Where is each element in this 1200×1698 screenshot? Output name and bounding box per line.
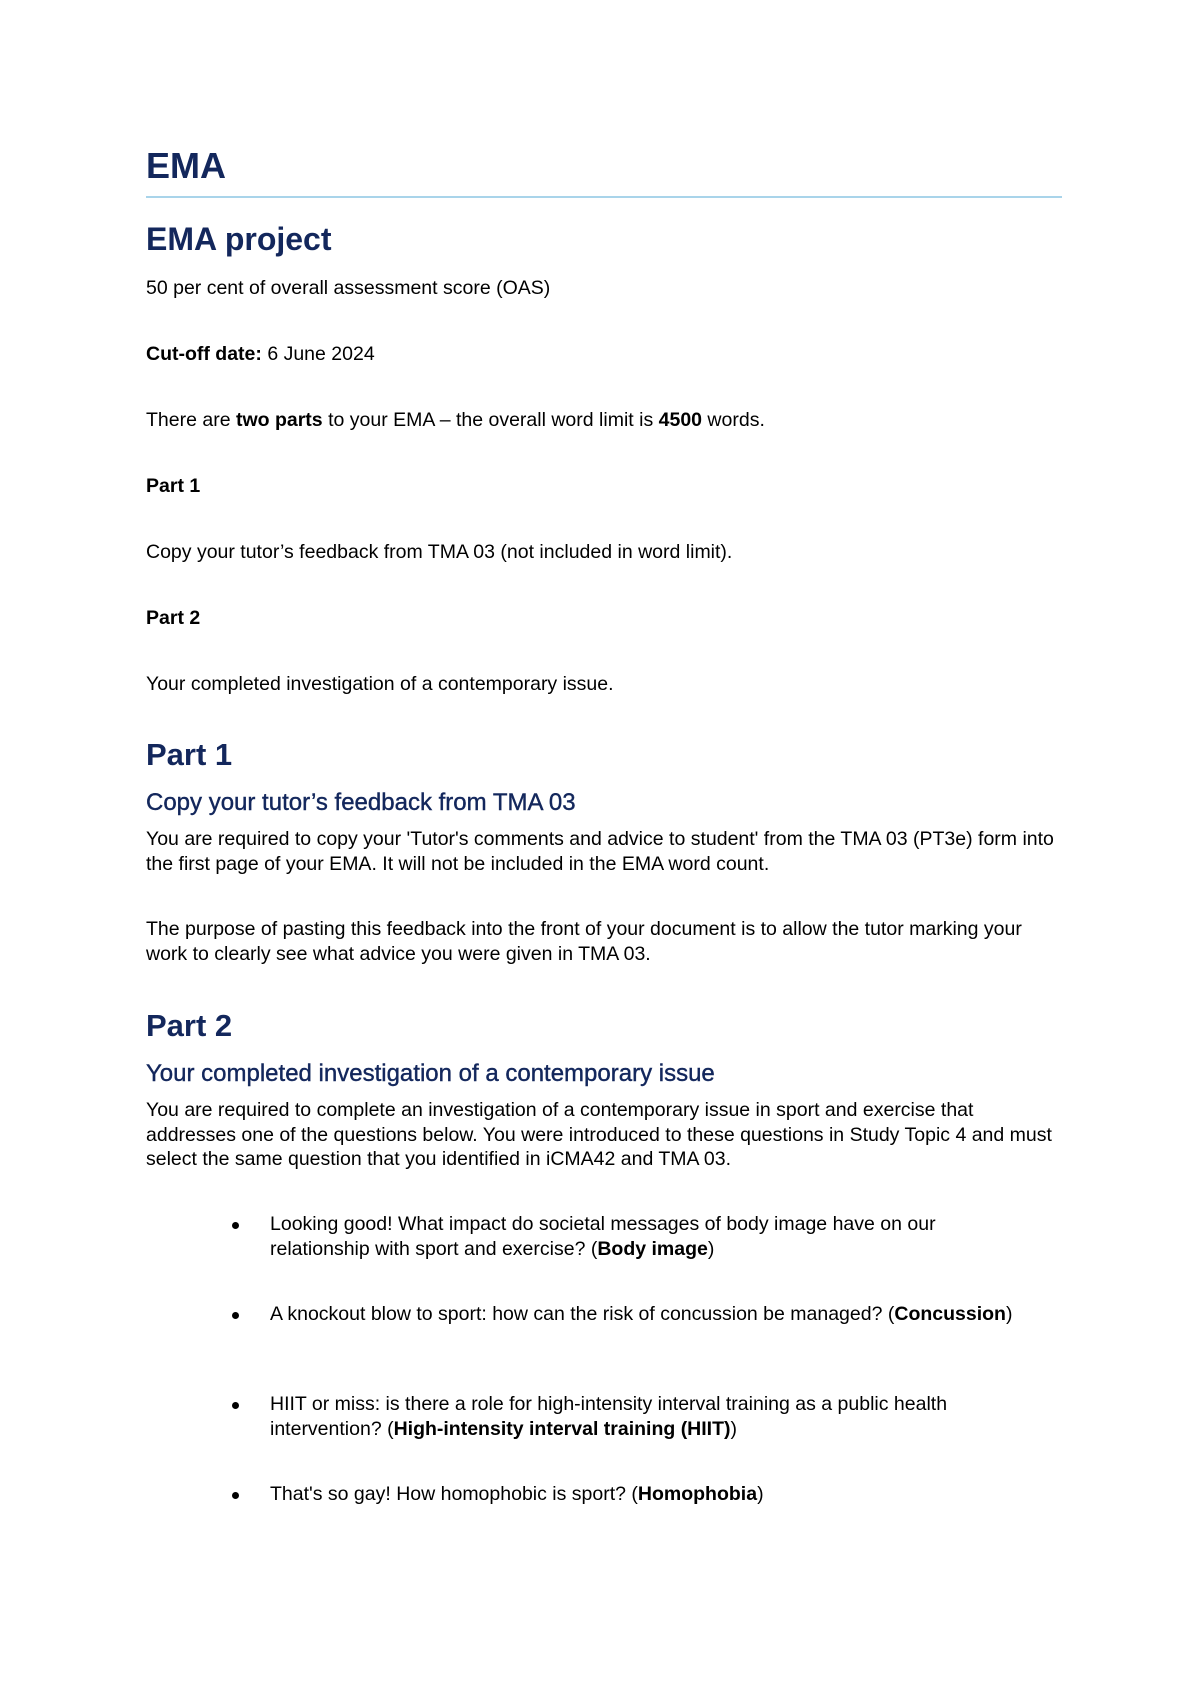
word-limit-value: 4500	[658, 409, 703, 431]
word-limit-line	[146, 408, 1062, 433]
part1-paragraph-1: You are required to copy your 'Tutor's comments and advice to student' from the TMA 03 (PT3e) form into the first page of your EMA. It will not be included in the EMA word count.	[146, 828, 1054, 875]
part2-subheading: Your completed investigation of a contemporary issue	[146, 1060, 715, 1087]
question-text	[270, 1482, 1030, 1507]
cutoff-line	[146, 342, 1062, 367]
question-body: HIIT or miss: is there a role for high-intensity interval training as a public health intervention? (	[270, 1393, 948, 1440]
bullet-icon	[232, 1402, 239, 1409]
part1-paragraph-2: The purpose of pasting this feedback into the front of your document is to allow the tutor marking your work to clearly see what advice you were given in TMA 03.	[146, 918, 1022, 965]
bullet-icon	[232, 1222, 239, 1229]
question-text	[270, 1392, 1030, 1441]
part1-description: Copy your tutor’s feedback from TMA 03 (not included in word limit).	[146, 541, 733, 563]
part1-label	[146, 474, 1062, 499]
part2-heading: Part 2	[146, 1008, 233, 1043]
cutoff-date: 6 June 2024	[267, 343, 375, 365]
question-text	[270, 1212, 1030, 1261]
question-close: )	[707, 1237, 715, 1260]
part2-label	[146, 606, 1062, 631]
question-topic: Homophobia	[637, 1483, 758, 1505]
part2-label-text: Part 2	[146, 607, 201, 629]
word-limit-post: words.	[702, 409, 765, 431]
question-body: A knockout blow to sport: how can the risk of concussion be managed? (	[270, 1303, 895, 1325]
question-topic: Concussion	[894, 1303, 1006, 1325]
question-text	[270, 1302, 1030, 1327]
title-divider	[146, 196, 1062, 198]
part1-label-text: Part 1	[146, 475, 201, 497]
bullet-icon	[232, 1492, 239, 1499]
question-body: Looking good! What impact do societal messages of body image have on our relationship with sport and exercise? (	[270, 1213, 936, 1260]
part2-paragraph-1: You are required to complete an investigation of a contemporary issue in sport and exercise that addresses one of the questions below. You were introduced to these questions in Study Topic 4 and must select the same question that you identified in iCMA42 and TMA 03.	[146, 1099, 1052, 1170]
oas-text: 50 per cent of overall assessment score (OAS)	[146, 277, 551, 299]
bullet-icon	[232, 1312, 239, 1319]
question-close: )	[1005, 1303, 1013, 1325]
word-limit-mid: to your EMA – the overall word limit is	[322, 409, 659, 431]
question-topic: Body image	[597, 1237, 708, 1260]
part2-description: Your completed investigation of a contemporary issue.	[146, 673, 614, 695]
question-body: That's so gay! How homophobic is sport? (	[270, 1483, 638, 1505]
part1-subheading: Copy your tutor’s feedback from TMA 03	[146, 789, 576, 816]
question-close: )	[730, 1417, 738, 1440]
two-parts-emphasis: two parts	[235, 409, 323, 431]
part1-heading: Part 1	[146, 737, 233, 772]
document-title: EMA	[146, 145, 226, 186]
cutoff-label: Cut-off date:	[146, 343, 262, 365]
question-topic: High-intensity interval training (HIIT)	[393, 1417, 731, 1440]
word-limit-pre: There are	[146, 409, 236, 431]
question-close: )	[757, 1483, 764, 1505]
ema-project-heading: EMA project	[146, 221, 332, 257]
